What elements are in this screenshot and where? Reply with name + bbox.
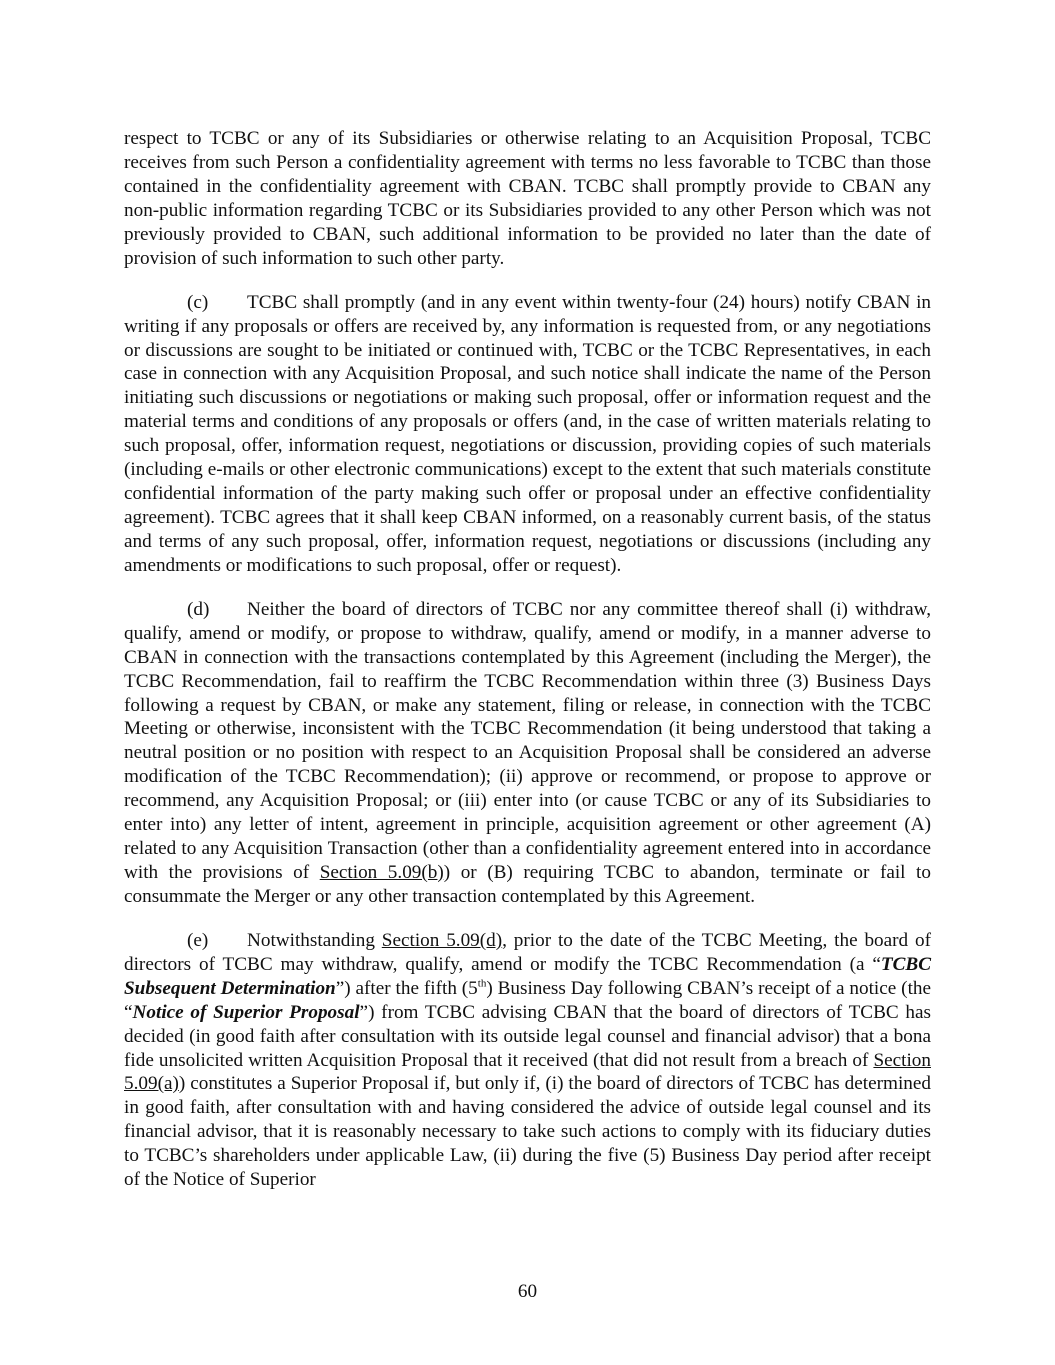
paragraph-e-text-4: ) Business Day following CBAN’s receipt of a notice (the “ xyxy=(124,977,932,1023)
ordinal-superscript: th xyxy=(477,977,487,990)
section-5-09-a-reference: Section 5.09(a) xyxy=(124,1049,931,1095)
paragraph-e xyxy=(124,929,931,1192)
paragraph-d-label: (d) xyxy=(187,598,210,620)
defined-term-notice-of-superior-proposal: Notice of Superior Proposal xyxy=(132,1001,360,1023)
paragraph-e-text-5: ”) from TCBC advising CBAN that the board of directors of TCBC has decided (in good faith after consultation with its outside legal counsel and financial advisor) that a bona fide unsolicited written Acquisition Proposal that it received (that did not result from a breach of xyxy=(124,1001,931,1071)
paragraph-e-text-3: ”) after the fifth (5 xyxy=(335,977,478,999)
section-5-09-b-reference: Section 5.09(b) xyxy=(319,861,444,883)
section-5-09-d-reference: Section 5.09(d) xyxy=(381,929,503,951)
paragraph-c xyxy=(124,291,931,578)
paragraph-d xyxy=(124,598,931,909)
paragraph-e-text-1: Notwithstanding xyxy=(247,929,382,951)
document-page xyxy=(124,127,931,1212)
paragraph-a-continued: respect to TCBC or any of its Subsidiaries or otherwise relating to an Acquisition Proposal, TCBC receives from such Person a confidentiality agreement with terms no less favorable to TCBC than those contained in the confidentiality agreement with CBAN. TCBC shall promptly provide to CBAN any non-public information regarding TCBC or its Subsidiaries provided to any other Person which was not previously provided to CBAN, such additional information to be provided no later than the date of provision of such information to such other party. xyxy=(124,128,931,269)
paragraph-c-text: TCBC shall promptly (and in any event within twenty-four (24) hours) notify CBAN in writing if any proposals or offers are received by, any information is requested from, or any negotiations or discussions are sought to be initiated or continued with, TCBC or the TCBC Representatives, in each case in connection with any Acquisition Proposal, and such notice shall indicate the name of the Person initiating such discussions or negotiations or making such proposal, offer or information request and the material terms and conditions of any proposals or offers (and, in the case of written materials relating to such proposal, offer, information request, negotiations or discussion, providing copies of such materials (including e-mails or other electronic communications) except to the extent that such materials constitute confidential information of the party making such offer or proposal under an effective confidentiality agreement). TCBC agrees that it shall keep CBAN informed, on a reasonably current basis, of the status and terms of any such proposal, offer, information request, negotiations or discussions (including any amendments or modifications to such proposal, offer or request). xyxy=(124,291,931,576)
paragraph-d-text-2: ) or (B) requiring TCBC to abandon, terminate or fail to consummate the Merger or any other transaction contemplated by this Agreement. xyxy=(124,861,931,907)
defined-term-tcbc-subsequent-determination: TCBC Subsequent Determination xyxy=(124,953,931,999)
paragraph-e-label: (e) xyxy=(187,929,209,951)
paragraph-d-text-1: Neither the board of directors of TCBC nor any committee thereof shall (i) withdraw, qualify, amend or modify, or propose to withdraw, qualify, amend or modify, in a manner adverse to CBAN in connection with the transactions contemplated by this Agreement (including the Merger), the TCBC Recommendation, fail to reaffirm the TCBC Recommendation within three (3) Business Days following a request by CBAN, or make any statement, filing or release, in connection with the TCBC Meeting or otherwise, inconsistent with the TCBC Recommendation (it being understood that taking a neutral position or no position with respect to an Acquisition Proposal shall be considered an adverse modification of the TCBC Recommendation); (ii) approve or recommend, or propose to approve or recommend, any Acquisition Proposal; or (iii) enter into (or cause TCBC or any of its Subsidiaries to enter into) any letter of intent, agreement in principle, acquisition agreement or other agreement (A) related to any Acquisition Transaction (other than a confidentiality agreement entered into in accordance with the provisions of xyxy=(124,598,931,883)
paragraph-e-text-6: ) constitutes a Superior Proposal if, but only if, (i) the board of directors of TCBC has determined in good faith, after consultation with and having considered the advice of outside legal counsel and its financial advisor, that it is reasonably necessary to take such actions to comply with its fiduciary duties to TCBC’s shareholders under applicable Law, (ii) during the five (5) Business Day period after receipt of the Notice of Superior xyxy=(124,1073,931,1191)
paragraph-e-text-2: , prior to the date of the TCBC Meeting, the board of directors of TCBC may withdraw, qualify, amend or modify the TCBC Recommendation (a “ xyxy=(124,929,931,975)
paragraph-c-label: (c) xyxy=(187,291,209,313)
page-number: 60 xyxy=(517,1281,538,1302)
